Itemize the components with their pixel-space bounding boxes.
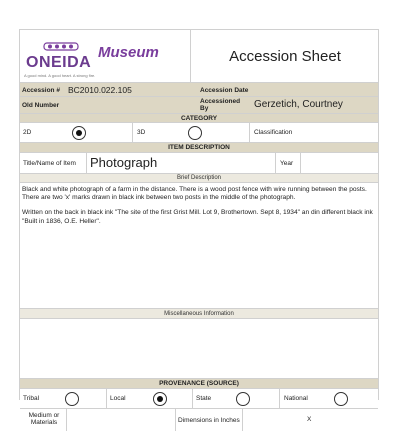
description-paragraph-2: Written on the back in black ink "The site of the first Grist Mill. Lot 9, Brothertown. Sept 8, 1934" an din different black ink "Built in 1836, O.E. Heller". <box>22 209 373 225</box>
misc-label: Miscellaneous Information <box>164 311 234 317</box>
item-description-title: ITEM DESCRIPTION <box>168 144 230 151</box>
provenance-tribal-radio[interactable] <box>65 392 79 406</box>
brief-description-header <box>20 173 378 182</box>
category-3d-radio[interactable] <box>188 126 202 140</box>
title-name-label: Title/Name of Item <box>23 160 76 167</box>
title-row <box>20 152 378 173</box>
logo-tagline: A good mind. A good heart. A strong fire. <box>24 73 96 78</box>
misc-header <box>20 308 378 318</box>
misc-area[interactable] <box>20 318 378 378</box>
provenance-state-label: State <box>196 395 212 402</box>
logo-area <box>20 30 190 82</box>
year-label: Year <box>280 160 294 167</box>
category-3d-label: 3D <box>137 129 146 136</box>
title-name-field[interactable]: Photograph <box>90 155 158 170</box>
category-2d-label: 2D <box>23 129 32 136</box>
provenance-header <box>20 378 378 388</box>
category-row <box>20 122 378 142</box>
item-description-header <box>20 142 378 152</box>
dimensions-separator: X <box>307 416 312 423</box>
sheet-title: Accession Sheet <box>190 30 379 82</box>
provenance-title: PROVENANCE (SOURCE) <box>159 380 239 387</box>
accession-number-label: Accession # <box>22 87 60 94</box>
provenance-local-label: Local <box>110 395 126 402</box>
old-number-row <box>20 96 378 113</box>
provenance-local-radio[interactable] <box>153 392 167 406</box>
brief-description-label: Brief Description <box>176 175 221 181</box>
provenance-state-radio[interactable] <box>236 392 250 406</box>
old-number-label: Old Number <box>22 102 60 109</box>
medium-row <box>20 408 378 430</box>
accession-sheet <box>19 29 379 426</box>
category-title: CATEGORY <box>180 115 218 122</box>
accessioned-by-field[interactable]: Gerzetich, Courtney <box>254 99 343 110</box>
provenance-row <box>20 388 378 408</box>
oneida-logo-icon <box>42 40 80 52</box>
dimensions-label: Dimensions in Inches <box>178 417 240 424</box>
category-2d-radio[interactable] <box>72 126 86 140</box>
accession-row <box>20 82 378 96</box>
medium-label: Medium or Materials <box>28 412 60 426</box>
category-header <box>20 113 378 122</box>
provenance-tribal-label: Tribal <box>23 395 40 402</box>
museum-label: Museum <box>98 44 159 61</box>
provenance-national-label: National <box>284 395 308 402</box>
accession-number-field[interactable]: BC2010.022.105 <box>68 85 132 95</box>
classification-label: Classification <box>254 129 293 136</box>
provenance-national-radio[interactable] <box>334 392 348 406</box>
description-paragraph-1: Black and white photograph of a farm in the distance. There is a wood post fence with wire running between the posts. There are two 'x' marks drawn in black ink between two posts in the middle of the photograph. <box>22 186 367 202</box>
description-text <box>22 186 376 233</box>
accessioned-by-label: Accessioned By <box>200 98 241 112</box>
accession-date-label: Accession Date <box>200 87 249 94</box>
logo-name: ONEIDA <box>26 54 92 71</box>
